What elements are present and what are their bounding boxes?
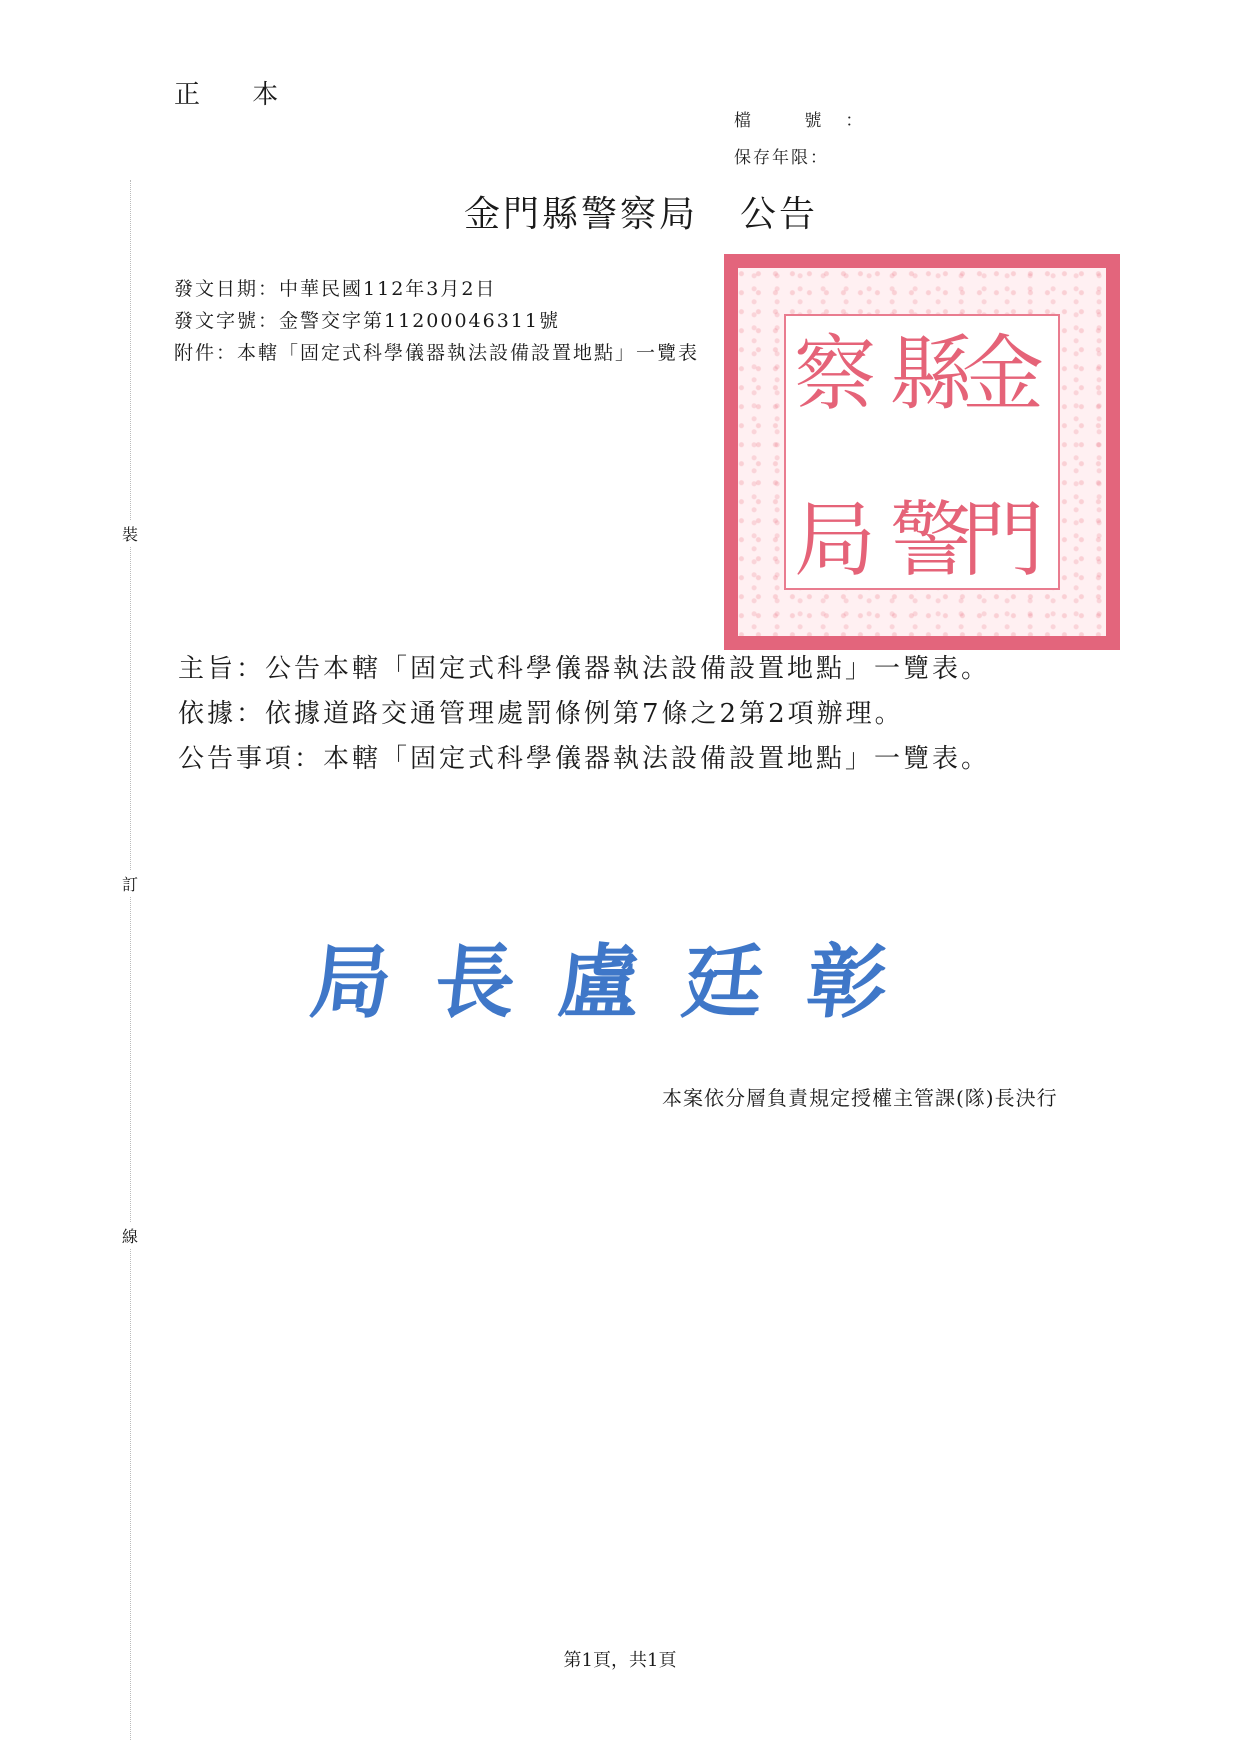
attachment [174, 338, 699, 365]
retention-period [734, 143, 829, 168]
notice-items-line [178, 738, 990, 775]
seal-char: 金 [961, 327, 1044, 422]
seal-inner-frame [784, 314, 1060, 590]
binding-mark-ding: 訂 [122, 870, 138, 897]
subject-line [178, 648, 990, 685]
issue-number-value: 金警交字第11200046311號 [279, 310, 560, 332]
file-number [734, 106, 886, 131]
issue-date-label: 發文日期： [174, 278, 280, 300]
chief-signature-stamp: 局長盧廷彰 [306, 935, 937, 1029]
subject-label: 主旨： [178, 654, 266, 684]
notice-label: 公告事項： [178, 744, 324, 774]
basis-line [178, 693, 904, 730]
seal-char: 局 [793, 493, 876, 588]
document-type: 公告 [740, 194, 819, 235]
seal-char: 門 [961, 493, 1044, 588]
issue-number [174, 306, 560, 333]
original-copy-label: 正 本 [174, 80, 301, 110]
official-seal-stamp [724, 254, 1120, 650]
basis-label: 依據： [178, 699, 266, 729]
subject-text: 公告本轄「固定式科學儀器執法設備設置地點」一覽表。 [265, 654, 991, 684]
agency-name: 金門縣警察局 [464, 194, 699, 235]
issue-date [174, 274, 496, 301]
attachment-label: 附件： [174, 342, 238, 364]
binding-mark-zhuang: 裝 [122, 520, 138, 547]
issue-date-value: 中華民國112年3月2日 [279, 278, 497, 300]
attachment-value: 本轄「固定式科學儀器執法設備設置地點」一覽表 [237, 342, 700, 364]
seal-char: 縣 [889, 327, 972, 422]
binding-margin-line [130, 180, 131, 1740]
binding-mark-xian: 線 [122, 1222, 138, 1249]
issue-number-label: 發文字號： [174, 310, 280, 332]
notice-text: 本轄「固定式科學儀器執法設備設置地點」一覽表。 [323, 744, 991, 774]
page-number: 第1頁，共1頁 [563, 1650, 677, 1671]
delegation-note: 本案依分層負責規定授權主管課(隊)長決行 [662, 1086, 1058, 1110]
page-title [464, 186, 818, 237]
seal-char: 警 [889, 493, 972, 588]
seal-char: 察 [793, 327, 876, 422]
basis-text: 依據道路交通管理處罰條例第7條之2第2項辦理。 [265, 699, 904, 729]
file-number-label: 檔 號： [734, 111, 887, 131]
retention-label: 保存年限： [734, 148, 829, 168]
